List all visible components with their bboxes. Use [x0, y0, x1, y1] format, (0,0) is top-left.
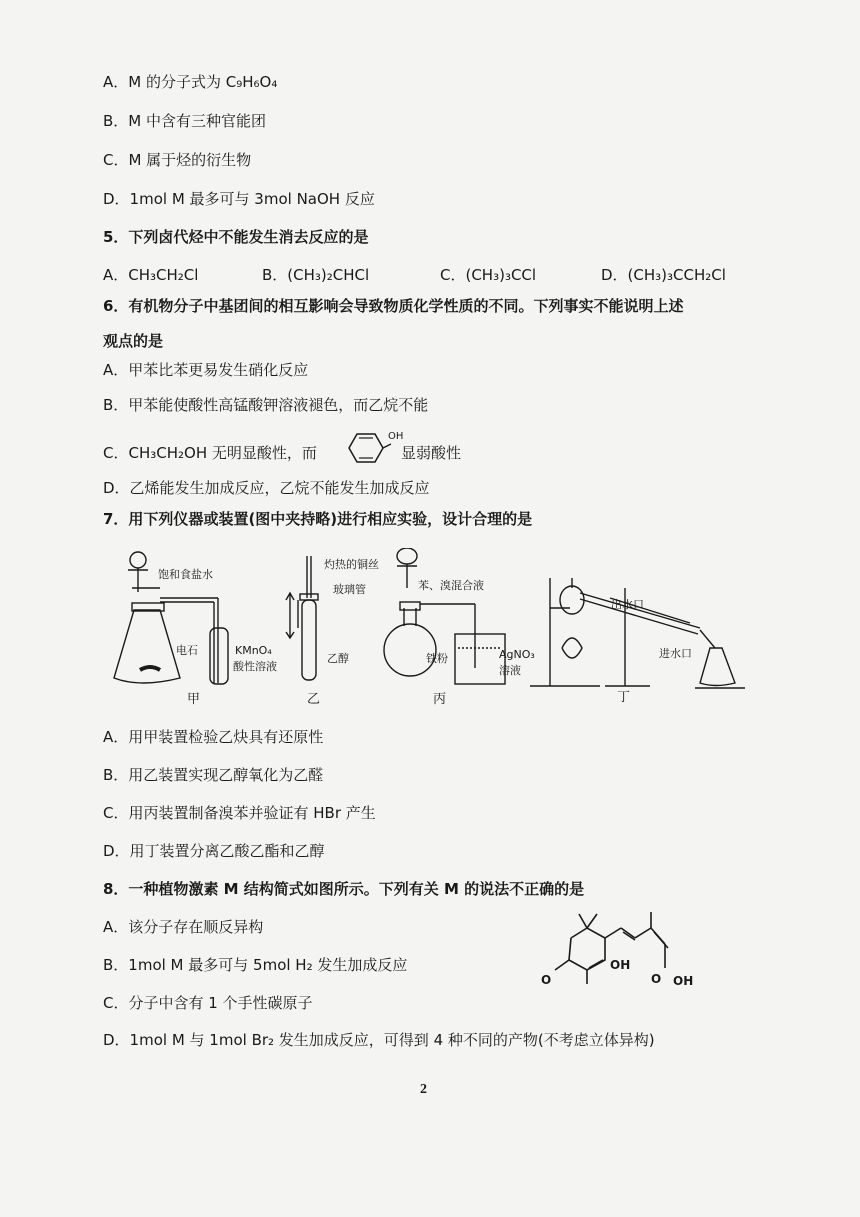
bing-label-agno3: AgNO₃	[499, 648, 535, 661]
jia-caption: 甲	[187, 692, 201, 707]
bing-label-solution: 溶液	[499, 664, 521, 677]
jia-label-kmno4: KMnO₄	[235, 644, 272, 657]
yi-label-ethanol: 乙醇	[327, 652, 349, 665]
yi-label-copper: 灼热的铜丝	[324, 558, 379, 571]
q8-acid-o-label: O	[651, 972, 662, 986]
q6-stem-line2: 观点的是	[103, 332, 164, 350]
jia-label-carbide: 电石	[176, 644, 198, 657]
q6-option-c-suffix: 显弱酸性	[401, 444, 462, 462]
ding-caption: 丁	[617, 690, 631, 705]
q8-stem: 8．一种植物激素 M 结构简式如图所示。下列有关 M 的说法不正确的是	[103, 880, 585, 898]
q6-option-a: A．甲苯比苯更易发生硝化反应	[103, 361, 309, 379]
q8-option-a: A．该分子存在顺反异构	[103, 918, 264, 936]
q4-option-b: B．M 中含有三种官能团	[103, 112, 267, 130]
bing-label-mix: 苯、溴混合液	[418, 579, 484, 592]
q8-acid-oh-label: OH	[673, 974, 694, 988]
jia-label-acidic: 酸性溶液	[233, 660, 277, 673]
q6-stem-line1: 6．有机物分子中基团间的相互影响会导致物质化学性质的不同。下列事实不能说明上述	[103, 297, 684, 315]
q5-option-b: B．(CH₃)₂CHCl	[262, 266, 370, 284]
q8-option-d: D．1mol M 与 1mol Br₂ 发生加成反应，可得到 4 种不同的产物(不考虑立体异构)	[103, 1031, 655, 1049]
jia-label-brine: 饱和食盐水	[158, 568, 213, 581]
bing-label-iron: 铁粉	[426, 652, 448, 665]
q5-stem: 5．下列卤代烃中不能发生消去反应的是	[103, 228, 369, 246]
q7-option-b: B．用乙装置实现乙醇氧化为乙醛	[103, 766, 324, 784]
q6-option-d: D．乙烯能发生加成反应，乙烷不能发生加成反应	[103, 479, 430, 497]
phenol-oh-label: OH	[388, 431, 404, 442]
q8-option-c: C．分子中含有 1 个手性碳原子	[103, 994, 313, 1012]
yi-caption: 乙	[307, 692, 321, 707]
q7-option-d: D．用丁装置分离乙酸乙酯和乙醇	[103, 842, 325, 860]
page-number: 2	[420, 1082, 427, 1097]
q5-option-c: C．(CH₃)₃CCl	[440, 266, 537, 284]
q4-option-d: D．1mol M 最多可与 3mol NaOH 反应	[103, 190, 375, 208]
ding-label-outlet: 出水口	[611, 598, 644, 611]
ding-label-inlet: 进水口	[659, 647, 692, 660]
q8-option-b: B．1mol M 最多可与 5mol H₂ 发生加成反应	[103, 956, 408, 974]
q5-option-d: D．(CH₃)₃CCH₂Cl	[601, 266, 726, 284]
q7-option-a: A．用甲装置检验乙炔具有还原性	[103, 728, 324, 746]
q7-stem: 7．用下列仪器或装置(图中夹持略)进行相应实验，设计合理的是	[103, 510, 533, 528]
q5-option-a: A．CH₃CH₂Cl	[103, 266, 199, 284]
q6-option-b: B．甲苯能使酸性高锰酸钾溶液褪色，而乙烷不能	[103, 396, 429, 414]
q8-oh-label: OH	[610, 958, 631, 972]
q4-option-a: A．M 的分子式为 C₉H₆O₄	[103, 73, 278, 91]
q8-ketone-o-label: O	[541, 973, 552, 987]
yi-label-tube: 玻璃管	[333, 583, 366, 596]
q6-option-c-prefix: C．CH₃CH₂OH 无明显酸性，而	[103, 444, 317, 462]
bing-caption: 丙	[433, 692, 447, 707]
q4-option-c: C．M 属于烃的衍生物	[103, 151, 252, 169]
q7-option-c: C．用丙装置制备溴苯并验证有 HBr 产生	[103, 804, 376, 822]
